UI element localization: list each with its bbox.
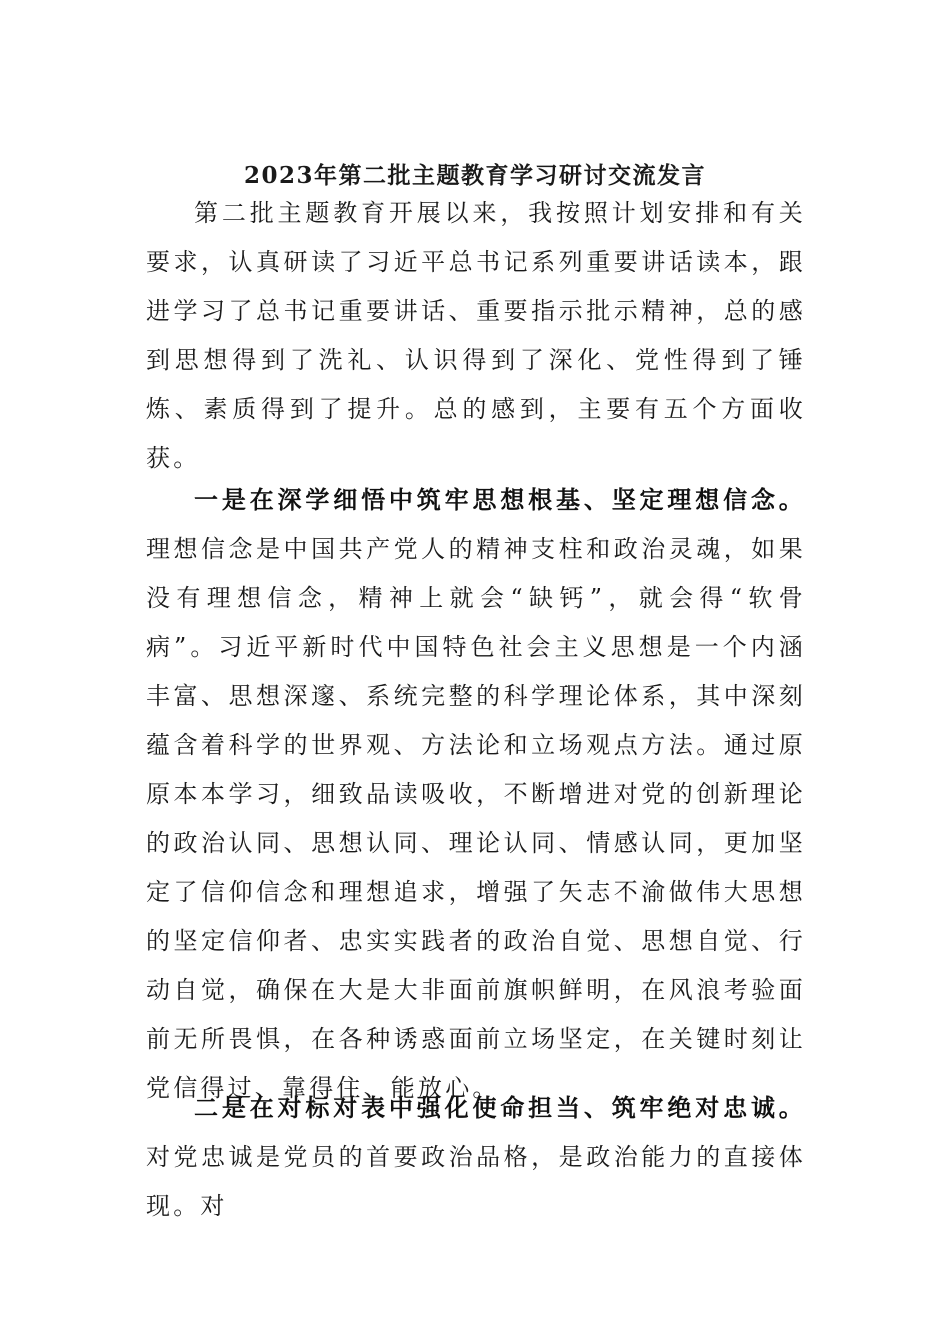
paragraph-body: 第二批主题教育开展以来，我按照计划安排和有关要求，认真研读了习近平总书记系列重要讲话读本，跟进学习了总书记重要讲话、重要指示批示精神，总的感到思想得到了洗礼、认识得到了深化、党性得到了锤炼、素质得到了提升。总的感到，主要有五个方面收获。 bbox=[146, 199, 806, 472]
paragraph-lead-bold: 一是在深学细悟中筑牢思想根基、坚定理想信念。 bbox=[194, 485, 806, 514]
document-title: 2023年第二批主题教育学习研讨交流发言 bbox=[243, 162, 706, 189]
paragraph-point-one bbox=[146, 475, 806, 1113]
paragraph-body: 理想信念是中国共产党人的精神支柱和政治灵魂，如果没有理想信念，精神上就会“缺钙”，就会得“软骨病”。习近平新时代中国特色社会主义思想是一个内涵丰富、思想深邃、系统完整的科学理论体系，其中深刻蕴含着科学的世界观、方法论和立场观点方法。通过原原本本学习，细致品读吸收，不断增进对党的创新理论的政治认同、思想认同、理论认同、情感认同，更加坚定了信仰信念和理想追求，增强了矢志不渝做伟大思想的坚定信仰者、忠实实践者的政治自觉、思想自觉、行动自觉，确保在大是大非面前旗帜鲜明，在风浪考验面前无所畏惧，在各种诱惑面前立场坚定，在关键时刻让党信得过、靠得住、能放心。 bbox=[146, 535, 806, 1102]
paragraph-point-two bbox=[146, 1083, 806, 1231]
paragraph-lead-bold: 二是在对标对表中强化使命担当、筑牢绝对忠诚。 bbox=[194, 1093, 806, 1122]
paragraph-body: 对党忠诚是党员的首要政治品格，是政治能力的直接体现。对 bbox=[146, 1143, 806, 1220]
paragraph-intro bbox=[146, 189, 806, 483]
